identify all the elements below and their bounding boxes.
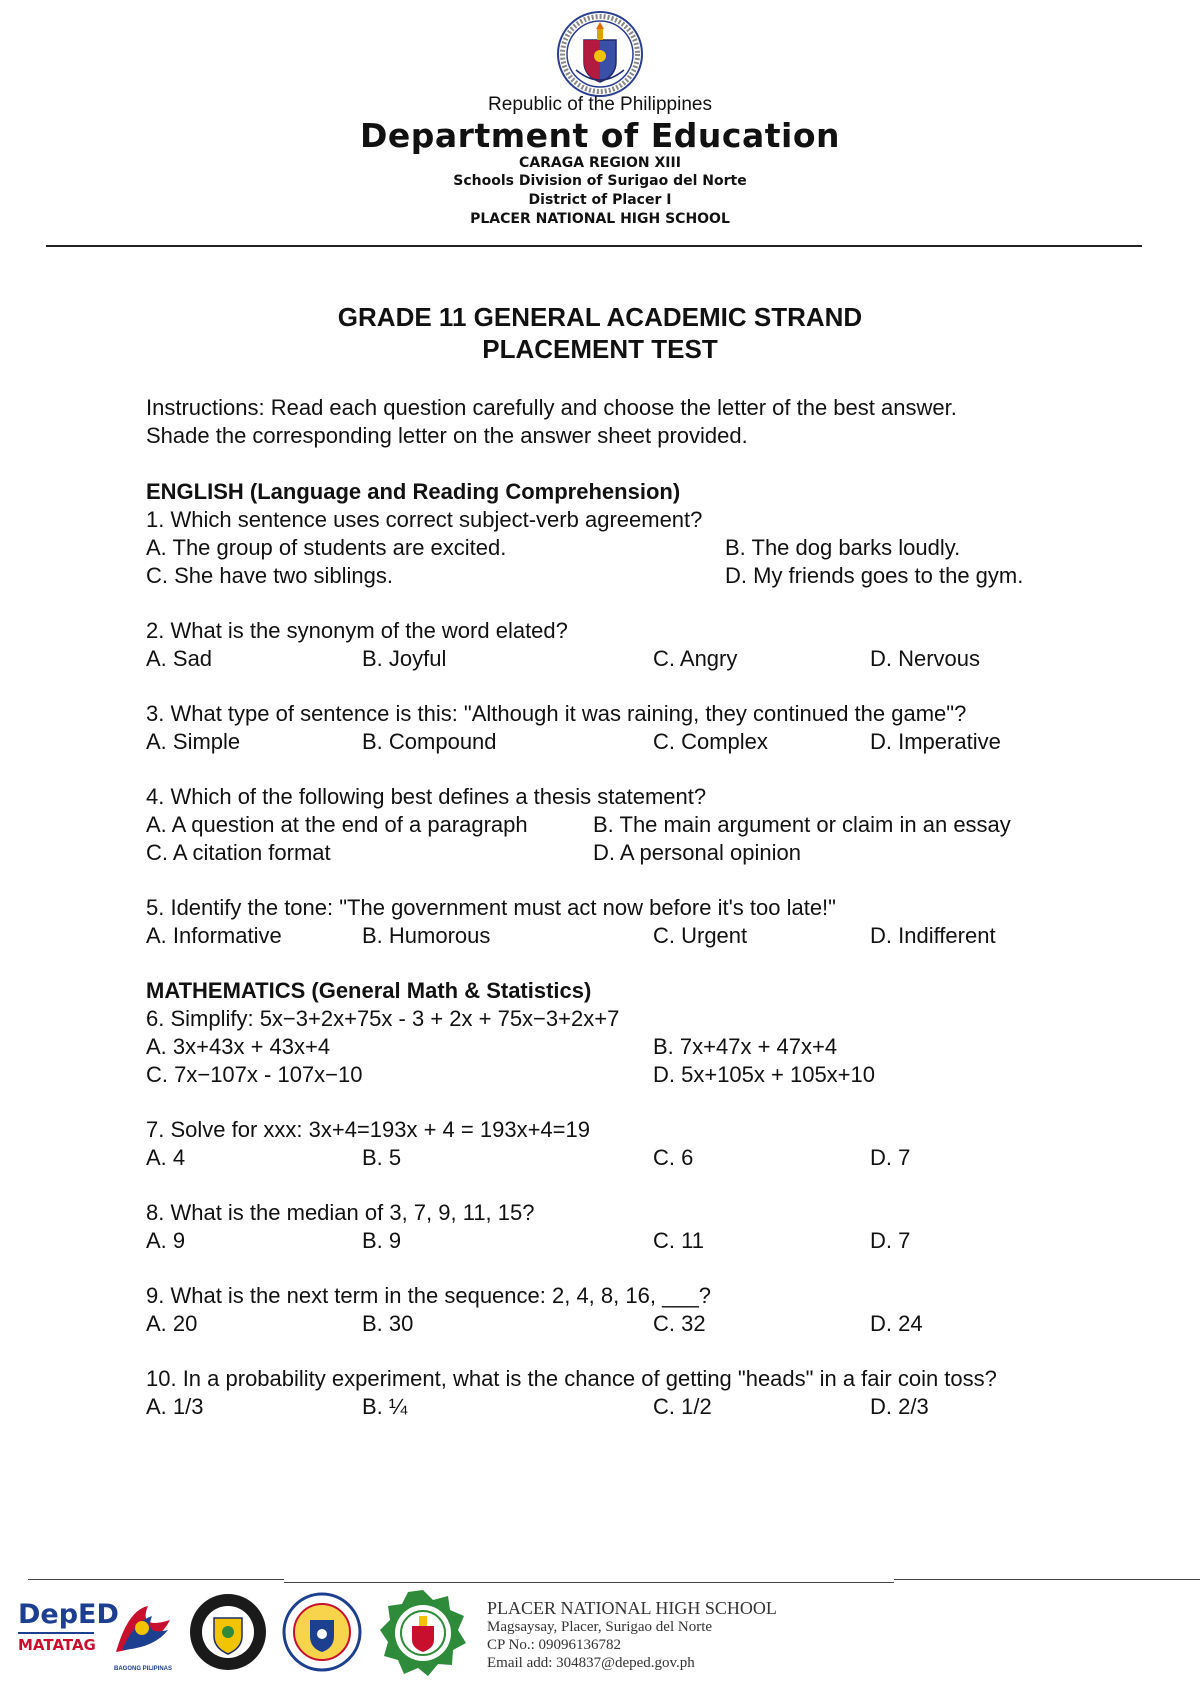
option-b: B. Joyful [362,646,447,671]
header-divider [46,245,1142,247]
option-d: D. Imperative [870,729,1001,754]
option-d: D. 7 [870,1145,911,1170]
school-seal-icon [378,1588,468,1678]
option-a: A. 4 [146,1145,186,1170]
question-4 [146,783,1066,867]
question-text: 4. Which of the following best defines a thesis statement? [146,784,707,809]
school-division-seal-icon [282,1592,362,1672]
option-d: D. Indifferent [870,923,996,948]
option-c: C. 6 [653,1145,694,1170]
option-a: A. Simple [146,729,241,754]
option-a: A. 20 [146,1311,198,1336]
option-b: B. 9 [362,1228,402,1253]
republic-line: Republic of the Philippines [488,94,712,115]
option-a: A. Sad [146,646,213,671]
option-b: B. 30 [362,1311,414,1336]
bagong-pilipinas-text: BAGONG PILIPINAS [113,1666,172,1672]
deped-matatag-logo [18,1599,119,1672]
department-name: Department of Education [360,116,840,155]
division-seal-icon [188,1592,268,1672]
option-d: D. Nervous [870,646,981,671]
option-b: B. 7x+47x + 47x+4 [653,1034,838,1059]
option-a: A. A question at the end of a paragraph [146,812,528,837]
question-text: 5. Identify the tone: "The government must act now before it's too late!" [146,895,836,920]
option-b: B. ¼ [362,1394,408,1419]
option-a: A. 9 [146,1228,186,1253]
question-text: 1. Which sentence uses correct subject-verb agreement? [146,507,703,532]
option-d: D. 7 [870,1228,911,1253]
option-c: C. Urgent [653,923,748,948]
footer-divider [284,1582,894,1583]
test-body [146,394,1066,1448]
option-b: B. The main argument or claim in an essay [593,812,1011,837]
section-heading-math: MATHEMATICS (General Math & Statistics) [146,978,592,1003]
question-7 [146,1116,1066,1172]
page-title: GRADE 11 GENERAL ACADEMIC STRAND [337,302,863,332]
option-c: C. 1/2 [653,1394,712,1419]
instructions [146,394,1066,450]
option-c: C. Angry [653,646,738,671]
bagong-pilipinas-logo [108,1600,178,1672]
footer-school-name: PLACER NATIONAL HIGH SCHOOL [487,1598,777,1618]
option-b: B. Humorous [362,923,491,948]
question-text: 9. What is the next term in the sequence: 2, 4, 8, 16, ___? [146,1283,712,1308]
option-c: C. She have two siblings. [146,563,394,588]
option-d: D. 24 [870,1311,923,1336]
footer-address: Magsaysay, Placer, Surigao del Norte [487,1619,713,1635]
bagong-pilipinas-icon [108,1600,178,1660]
option-c: C. 7x−107x - 107x−10 [146,1062,363,1087]
question-1 [146,506,1066,590]
section-heading-english: ENGLISH (Language and Reading Comprehension) [146,479,681,504]
matatag-logo-text: MATATAG [18,1636,96,1654]
footer-email: Email add: 304837@deped.gov.ph [487,1655,695,1671]
page-subtitle: PLACEMENT TEST [482,334,718,364]
option-b: B. 5 [362,1145,402,1170]
division-line: Schools Division of Surigao del Norte [453,173,747,189]
option-a: A. 3x+43x + 43x+4 [146,1034,331,1059]
question-8 [146,1199,1066,1255]
question-text: 3. What type of sentence is this: "Although it was raining, they continued the game"? [146,701,967,726]
question-2 [146,617,1066,673]
option-a: A. 1/3 [146,1394,204,1419]
question-3 [146,700,1066,756]
question-6 [146,1005,1066,1089]
question-9 [146,1282,1066,1338]
footer-contact [487,1598,777,1672]
deped-logo-text: DepED [18,1599,119,1630]
option-c: C. Complex [653,729,768,754]
option-a: A. Informative [146,923,282,948]
instructions-line: Shade the corresponding letter on the answer sheet provided. [146,423,748,448]
school-line: PLACER NATIONAL HIGH SCHOOL [470,211,730,227]
district-line: District of Placer I [528,192,672,208]
question-text: 6. Simplify: 5x−3+2x+75x - 3 + 2x + 75x−3+2x+7 [146,1006,620,1031]
option-d: D. My friends goes to the gym. [725,563,1024,588]
option-c: C. 11 [653,1228,704,1253]
option-b: B. Compound [362,729,497,754]
footer-divider [894,1579,1200,1580]
footer-phone: CP No.: 09096136782 [487,1637,622,1653]
option-d: D. A personal opinion [593,840,801,865]
option-d: D. 5x+105x + 105x+10 [653,1062,875,1087]
question-10 [146,1365,1066,1421]
question-text: 8. What is the median of 3, 7, 9, 11, 15? [146,1200,535,1225]
question-text: 2. What is the synonym of the word elated? [146,618,568,643]
deped-seal-icon [556,10,644,98]
option-b: B. The dog barks loudly. [725,535,961,560]
question-text: 7. Solve for xxx: 3x+4=193x + 4 = 193x+4=19 [146,1117,590,1142]
option-d: D. 2/3 [870,1394,929,1419]
option-a: A. The group of students are excited. [146,535,507,560]
region-line: CARAGA REGION XIII [519,155,681,171]
question-text: 10. In a probability experiment, what is the chance of getting "heads" in a fair coin toss? [146,1366,997,1391]
option-c: C. A citation format [146,840,331,865]
footer-divider [28,1579,284,1580]
question-5 [146,894,1066,950]
option-c: C. 32 [653,1311,706,1336]
instructions-line: Instructions: Read each question carefully and choose the letter of the best answer. [146,395,957,420]
